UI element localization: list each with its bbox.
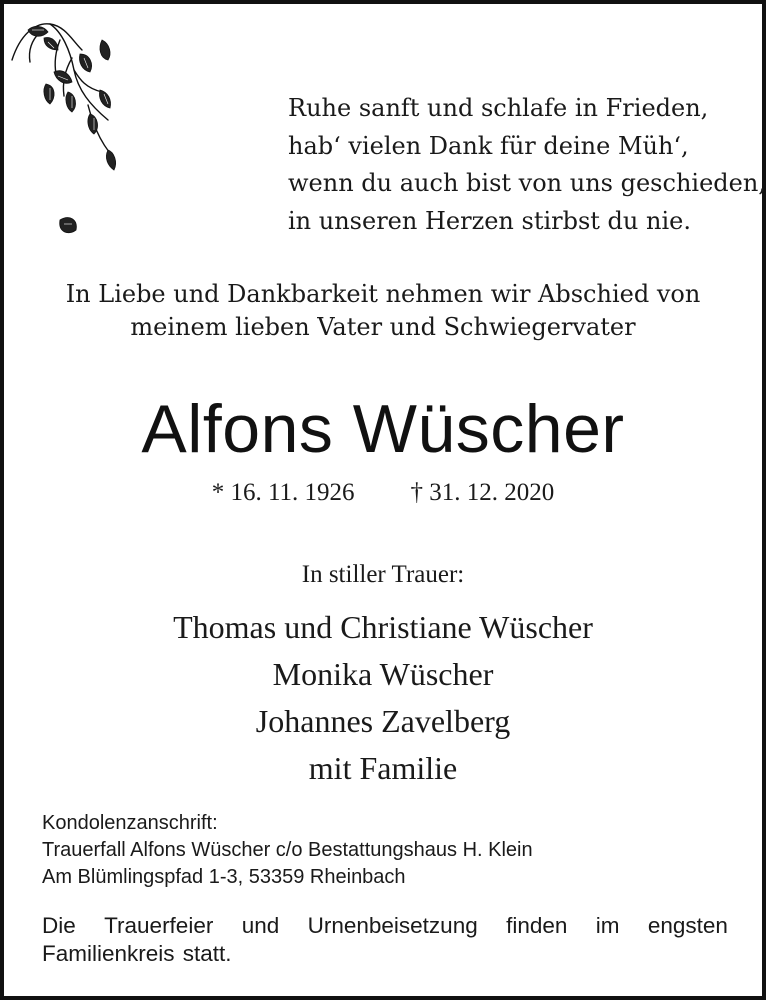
poem-line: wenn du auch bist von uns geschieden,: [288, 169, 766, 197]
condolence-line: Trauerfall Alfons Wüscher c/o Bestattungshaus H. Klein: [42, 839, 533, 861]
condolence-line: Am Blümlingspfad 1-3, 53359 Rheinbach: [42, 866, 406, 888]
ceremony-word: engsten: [647, 913, 728, 938]
ceremony-line: Familienkreis statt.: [42, 941, 232, 966]
birth-date: * 16. 11. 1926: [211, 479, 355, 506]
mourner-name: Thomas und Christiane Wüscher: [173, 609, 593, 645]
condolence-address: [42, 810, 533, 891]
mourner-name: mit Familie: [308, 750, 458, 786]
ceremony-word: und: [241, 913, 280, 938]
deceased-name: Alfons Wüscher: [141, 391, 625, 467]
ceremony-word: Trauerfeier: [104, 913, 214, 938]
condolence-label: Kondolenzanschrift:: [42, 812, 218, 834]
ceremony-word: finden: [506, 913, 568, 938]
mourners-list: [4, 604, 762, 792]
intro-line: In Liebe und Dankbarkeit nehmen wir Abschied von: [65, 280, 701, 308]
mourning-intro: In stiller Trauer:: [301, 561, 465, 588]
poem-line: hab‘ vielen Dank für deine Müh‘,: [288, 131, 689, 160]
ceremony-note: [42, 912, 728, 968]
ceremony-line: [42, 912, 728, 940]
birch-branch-icon: [10, 10, 130, 260]
ceremony-word: Urnenbeisetzung: [307, 913, 478, 938]
mourner-name: Johannes Zavelberg: [255, 703, 511, 739]
ceremony-word: Die: [42, 913, 76, 938]
life-dates: [4, 476, 762, 510]
poem: [288, 90, 766, 240]
farewell-intro: [4, 278, 762, 344]
poem-line: in unseren Herzen stirbst du nie.: [288, 206, 691, 235]
ceremony-word: im: [595, 913, 620, 938]
intro-line: meinem lieben Vater und Schwiegervater: [130, 313, 636, 341]
mourner-name: Monika Wüscher: [272, 656, 494, 692]
death-date: † 31. 12. 2020: [410, 479, 555, 506]
poem-line: Ruhe sanft und schlafe in Frieden,: [288, 94, 709, 122]
